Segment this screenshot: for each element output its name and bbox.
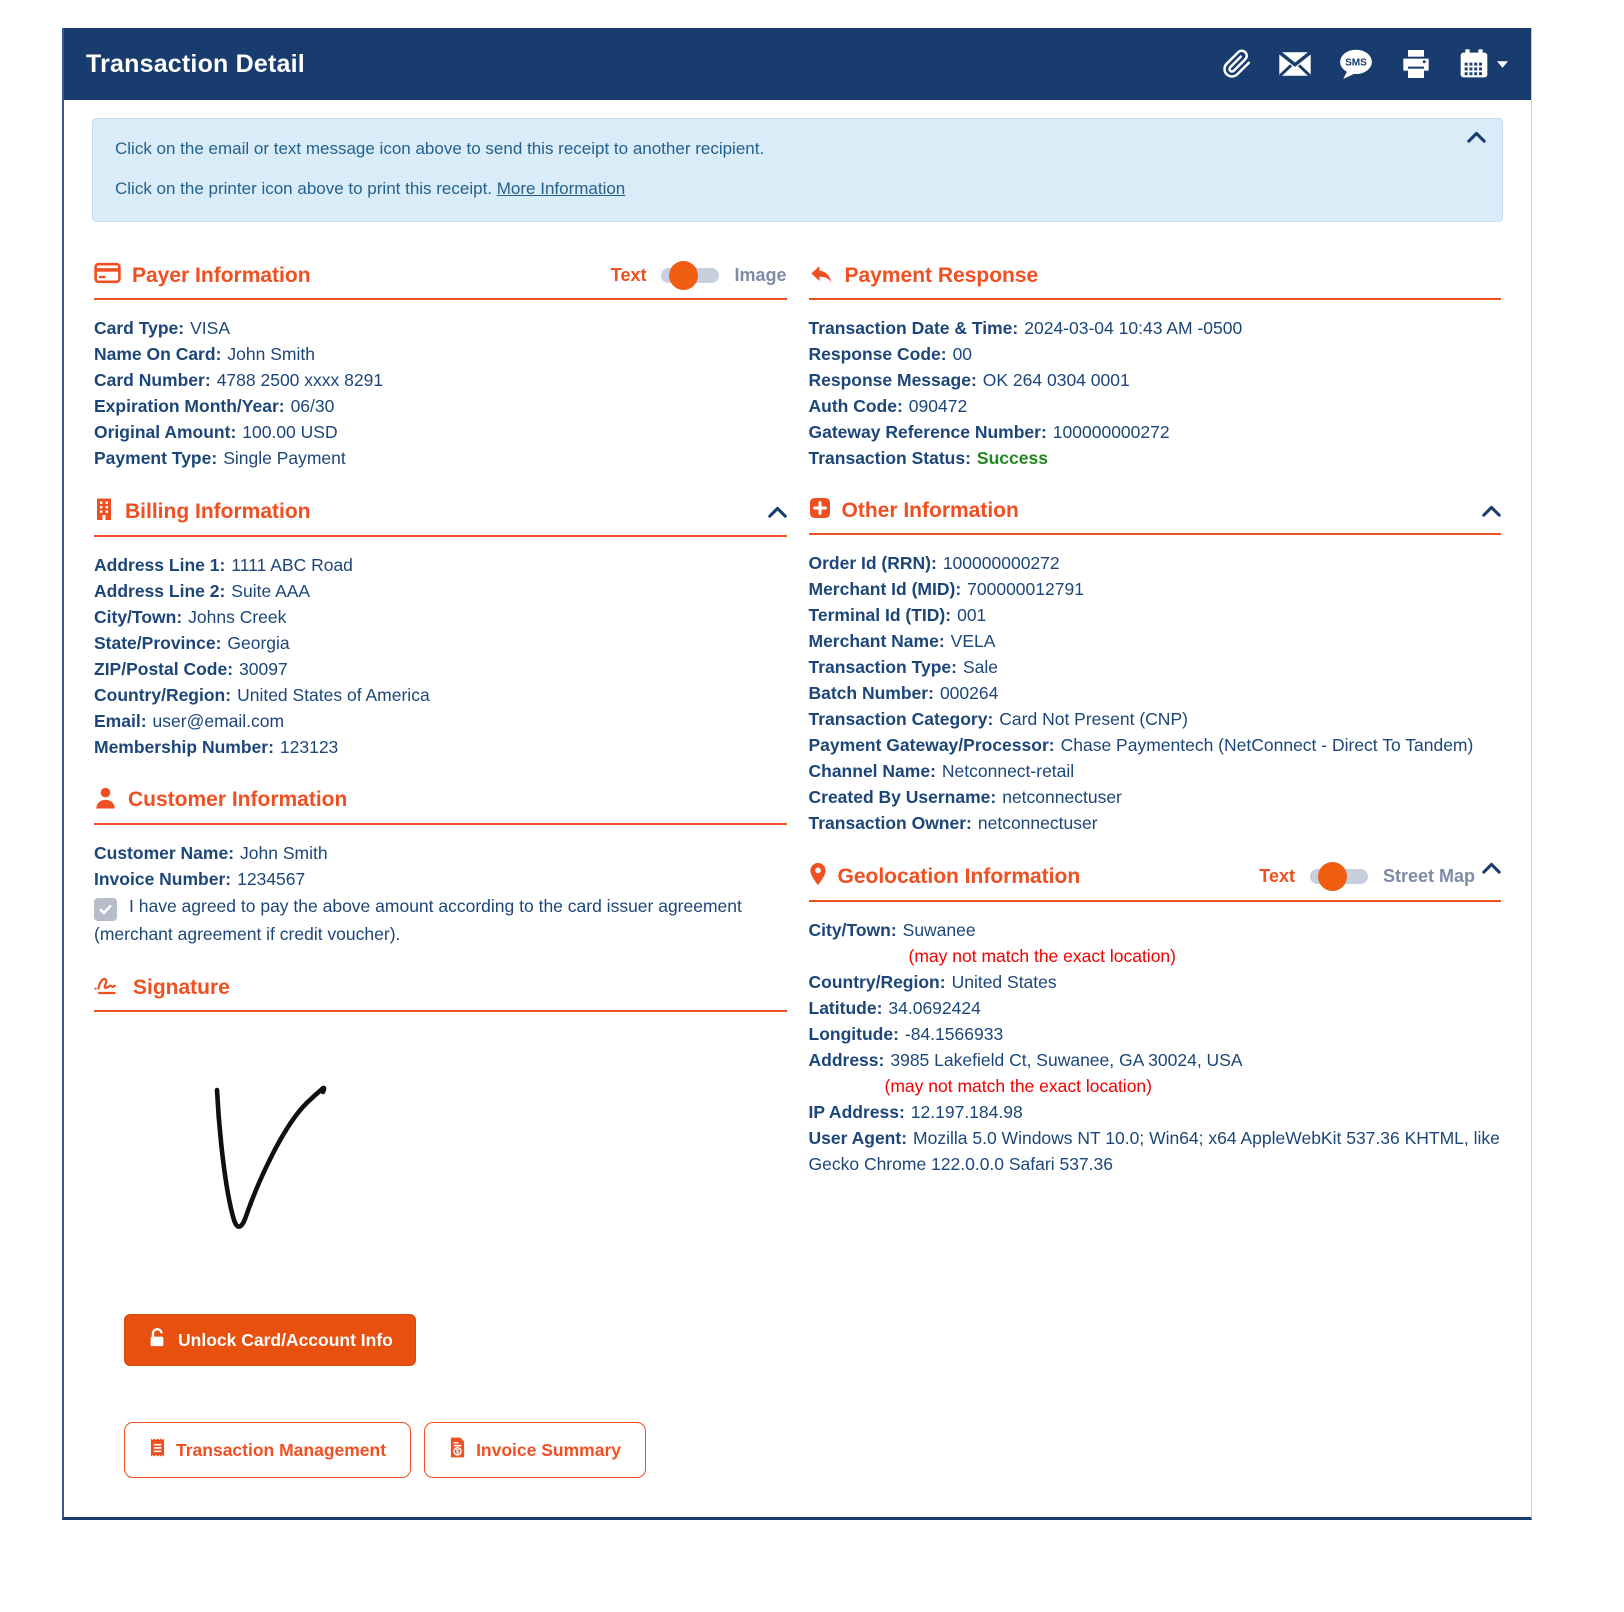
field-row: City/Town : Suwanee — [809, 917, 1502, 943]
invoice-document-icon — [449, 1437, 466, 1463]
field-row: Merchant Id (MID) : 700000012791 — [809, 576, 1502, 602]
svg-text:SMS: SMS — [1345, 57, 1367, 69]
calendar-icon — [1458, 48, 1490, 80]
section-title: Payment Response — [844, 263, 1039, 287]
field-row: Name On Card : John Smith — [94, 341, 787, 367]
unlock-padlock-icon — [147, 1327, 167, 1353]
other-information-header — [809, 497, 1502, 535]
email-envelope-icon[interactable] — [1278, 49, 1312, 79]
field-row: User Agent : Mozilla 5.0 Windows NT 10.0; Win64; x64 AppleWebKit 537.36 KHTML, like Gecko Chrome 122.0.0.0 Safari 537.36 — [809, 1125, 1502, 1177]
payer-fields — [94, 315, 787, 471]
receipt-info-banner — [92, 118, 1503, 222]
field-row: Email : user@email.com — [94, 708, 787, 734]
field-row: Card Number : 4788 2500 xxxx 8291 — [94, 367, 787, 393]
reply-arrow-icon — [809, 262, 834, 289]
field-row: City/Town : Johns Creek — [94, 604, 787, 630]
banner-line-2: Click on the printer icon above to print this receipt. More Information — [115, 179, 626, 198]
field-row: Latitude : 34.0692424 — [809, 995, 1502, 1021]
field-row: Payment Type : Single Payment — [94, 445, 787, 471]
transaction-management-button[interactable]: Transaction Management — [124, 1422, 411, 1478]
sms-bubble-icon[interactable] — [1338, 48, 1374, 80]
plus-square-icon — [809, 497, 831, 524]
field-row: Order Id (RRN) : 100000000272 — [809, 550, 1502, 576]
section-title: Geolocation Information — [837, 864, 1081, 888]
credit-card-icon — [94, 262, 121, 289]
customer-information-header — [94, 786, 787, 825]
transaction-status-row: Transaction Status : Success — [809, 445, 1502, 471]
invoice-summary-button[interactable]: $ Invoice Summary — [424, 1422, 646, 1478]
banner-line-1: Click on the email or text message icon above to send this receipt to another recipient. — [115, 139, 765, 158]
other-collapse-chevron-up-icon[interactable] — [1482, 505, 1501, 517]
toggle-track[interactable] — [1310, 869, 1368, 884]
unlock-card-account-info-button[interactable]: Unlock Card/Account Info — [124, 1314, 416, 1366]
banner-collapse-chevron-up-icon[interactable] — [1467, 131, 1486, 143]
field-row: Transaction Date & Time : 2024-03-04 10:43 AM -0500 — [809, 315, 1502, 341]
toggle-label-text: Text — [610, 265, 647, 285]
geo-location-warning: (may not match the exact location) — [908, 946, 1176, 966]
transaction-detail-card — [62, 28, 1532, 1520]
section-title: Payer Information — [132, 263, 311, 287]
field-row: Channel Name : Netconnect-retail — [809, 758, 1502, 784]
field-row: Country/Region : United States of America — [94, 682, 787, 708]
signature-stroke — [94, 1012, 784, 1312]
field-row: Payment Gateway/Processor : Chase Paymentech (NetConnect - Direct To Tandem) — [809, 732, 1502, 758]
toggle-track[interactable] — [661, 268, 719, 283]
field-row: ZIP/Postal Code : 30097 — [94, 656, 787, 682]
payment-response-fields — [809, 315, 1502, 471]
title-bar-actions — [1222, 48, 1508, 80]
section-title: Billing Information — [125, 499, 311, 523]
person-icon — [94, 786, 117, 814]
field-row: Invoice Number : 1234567 — [94, 866, 787, 892]
field-row: Merchant Name : VELA — [809, 628, 1502, 654]
billing-fields — [94, 552, 787, 760]
field-row: Longitude : -84.1566933 — [809, 1021, 1502, 1047]
customer-fields — [94, 840, 787, 948]
agreement-text: I have agreed to pay the above amount according to the card issuer agreement (merchant agreement if credit voucher). — [94, 896, 742, 944]
building-icon — [94, 497, 114, 526]
payer-information-header — [94, 262, 787, 300]
field-row: Batch Number : 000264 — [809, 680, 1502, 706]
field-row: Transaction Category : Card Not Present (CNP) — [809, 706, 1502, 732]
status-badge: Success — [976, 448, 1048, 468]
more-information-link[interactable]: More Information — [496, 179, 626, 198]
printer-icon[interactable] — [1400, 48, 1432, 80]
signature-canvas — [94, 1012, 787, 1314]
billing-information-header — [94, 497, 787, 537]
field-row: Membership Number : 123123 — [94, 734, 787, 760]
receipt-list-icon — [149, 1437, 166, 1463]
caret-down-icon — [1497, 55, 1508, 73]
toggle-label-image: Image — [734, 265, 787, 285]
title-bar — [62, 28, 1532, 100]
field-row: Response Message : OK 264 0304 0001 — [809, 367, 1502, 393]
geo-text-streetmap-toggle[interactable] — [1259, 866, 1475, 887]
toggle-label-text: Text — [1259, 866, 1295, 886]
toggle-knob — [669, 261, 698, 290]
geolocation-information-header — [809, 862, 1502, 902]
svg-text:$: $ — [455, 1448, 460, 1456]
field-row: Address Line 1 : 1111 ABC Road — [94, 552, 787, 578]
signature-header — [94, 974, 787, 1012]
other-fields — [809, 550, 1502, 836]
field-row: Terminal Id (TID) : 001 — [809, 602, 1502, 628]
agreement-row — [94, 893, 787, 948]
toggle-label-street-map: Street Map — [1382, 866, 1475, 886]
left-column — [94, 262, 787, 1478]
field-row: IP Address : 12.197.184.98 — [809, 1099, 1502, 1125]
geolocation-fields — [809, 917, 1502, 1177]
field-row: Gateway Reference Number : 100000000272 — [809, 419, 1502, 445]
field-row: Transaction Type : Sale — [809, 654, 1502, 680]
map-pin-icon — [809, 862, 827, 891]
toggle-knob — [1318, 862, 1347, 891]
field-row: Auth Code : 090472 — [809, 393, 1502, 419]
field-row: Address Line 2 : Suite AAA — [94, 578, 787, 604]
field-row: Created By Username : netconnectuser — [809, 784, 1502, 810]
field-row: Country/Region : United States — [809, 969, 1502, 995]
page-title: Transaction Detail — [86, 49, 305, 78]
payer-text-image-toggle[interactable] — [611, 265, 787, 286]
agreement-checkbox-checked — [94, 898, 117, 921]
field-row: Customer Name : John Smith — [94, 840, 787, 866]
field-row: Card Type : VISA — [94, 315, 787, 341]
section-title: Other Information — [841, 498, 1019, 522]
field-row: State/Province : Georgia — [94, 630, 787, 656]
field-row: Expiration Month/Year : 06/30 — [94, 393, 787, 419]
paperclip-icon[interactable] — [1222, 49, 1252, 79]
field-row: Response Code : 00 — [809, 341, 1502, 367]
geo-location-warning: (may not match the exact location) — [884, 1076, 1152, 1096]
geo-collapse-chevron-up-icon[interactable] — [1482, 862, 1501, 874]
section-title: Customer Information — [128, 788, 348, 811]
footer-buttons — [124, 1422, 787, 1478]
billing-collapse-chevron-up-icon[interactable] — [768, 506, 787, 518]
field-row: Transaction Owner : netconnectuser — [809, 810, 1502, 836]
section-title: Signature — [133, 975, 230, 999]
field-row: Original Amount : 100.00 USD — [94, 419, 787, 445]
right-column — [809, 262, 1502, 1478]
payment-response-header — [809, 262, 1502, 300]
signature-pen-icon — [94, 974, 122, 1001]
calendar-action[interactable] — [1458, 48, 1508, 80]
field-row: Address : 3985 Lakefield Ct, Suwanee, GA 30024, USA — [809, 1047, 1502, 1073]
